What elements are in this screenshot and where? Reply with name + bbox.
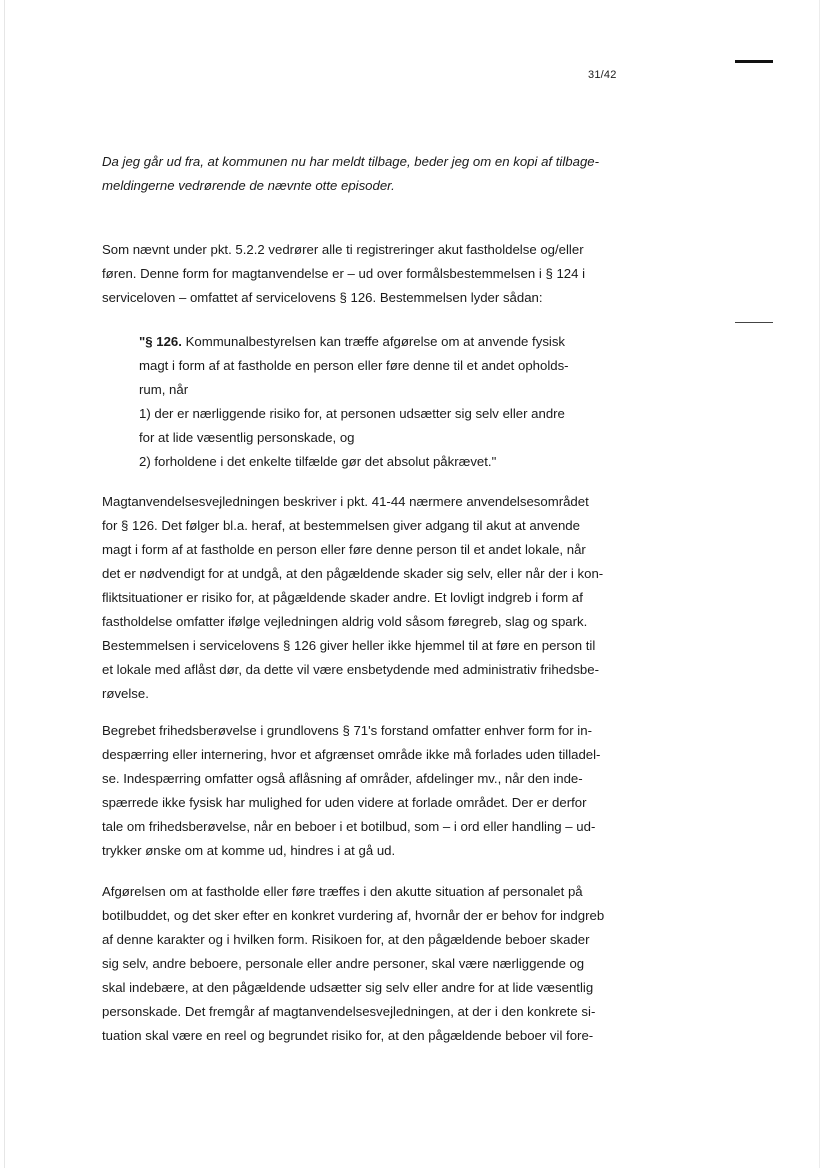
text-line: for at lide væsentlig personskade, og [139, 430, 355, 445]
quote-line-text: Kommunalbestyrelsen kan træffe afgørelse om at anvende fysisk [181, 334, 566, 349]
text-line: despærring eller internering, hvor et afgrænset område ikke må forlades uden tilladel- [102, 747, 601, 762]
scan-edge-left [4, 0, 5, 1168]
text-line: røvelse. [102, 686, 149, 701]
text-line: serviceloven – omfattet af servicelovens § 126. Bestemmelsen lyder sådan: [102, 290, 543, 305]
text-line: sig selv, andre beboere, personale eller andre personer, skal være nærliggende og [102, 956, 585, 971]
text-line: fastholdelse omfatter ifølge vejledningen aldrig vold såsom føregreb, slag og spark. [102, 614, 588, 629]
text-line: skal indebære, at den pågældende udsætter sig selv eller andre for at lide væsentlig [102, 980, 594, 995]
text-line: et lokale med aflåst dør, da dette vil være ensbetydende med administrativ frihedsbe- [102, 662, 599, 677]
text-line: spærrede ikke fysisk har mulighed for uden videre at forlade området. Der er derfor [102, 795, 587, 810]
paragraph-3 [102, 719, 612, 863]
paragraph-2 [102, 490, 612, 706]
text-line: det er nødvendigt for at undgå, at den pågældende skader sig selv, eller når der i kon- [102, 566, 604, 581]
text-line: se. Indespærring omfatter også aflåsning af områder, afdelinger mv., når den inde- [102, 771, 583, 786]
paragraph-1 [102, 238, 612, 310]
law-quote [139, 330, 609, 474]
paragraph-4 [102, 880, 612, 1048]
scan-edge-right [819, 0, 820, 1168]
text-line: Begrebet frihedsberøvelse i grundlovens § 71's forstand omfatter enhver form for in- [102, 723, 592, 738]
text-line: magt i form af at fastholde en person eller føre denne person til et andet lokale, når [102, 542, 586, 557]
text-line: Magtanvendelsesvejledningen beskriver i pkt. 41-44 nærmere anvendelsesområdet [102, 494, 589, 509]
text-line: 2) forholdene i det enkelte tilfælde gør det absolut påkrævet." [139, 454, 497, 469]
text-line: meldingerne vedrørende de nævnte otte episoder. [102, 178, 395, 193]
text-line: fliktsituationer er risiko for, at pågældende skader andre. Et lovligt indgreb i form af [102, 590, 583, 605]
text-line: Afgørelsen om at fastholde eller føre træffes i den akutte situation af personalet på [102, 884, 583, 899]
text-line: trykker ønske om at komme ud, hindres i at gå ud. [102, 843, 396, 858]
text-line [139, 330, 609, 354]
text-line: føren. Denne form for magtanvendelse er – ud over formålsbestemmelsen i § 124 i [102, 266, 586, 281]
text-line: af denne karakter og i hvilken form. Risikoen for, at den pågældende beboer skader [102, 932, 590, 947]
text-line: Bestemmelsen i servicelovens § 126 giver heller ikke hjemmel til at føre en person til [102, 638, 596, 653]
text-line: Da jeg går ud fra, at kommunen nu har meldt tilbage, beder jeg om en kopi af tilbage- [102, 154, 600, 169]
margin-mark-top [735, 60, 773, 63]
text-line: for § 126. Det følger bl.a. heraf, at bestemmelsen giver adgang til akut at anvende [102, 518, 580, 533]
quote-section-lead: "§ 126. [139, 334, 182, 349]
text-line: tuation skal være en reel og begrundet risiko for, at den pågældende beboer vil fore- [102, 1028, 594, 1043]
text-line: 1) der er nærliggende risiko for, at personen udsætter sig selv eller andre [139, 406, 565, 421]
text-line: Som nævnt under pkt. 5.2.2 vedrører alle ti registreringer akut fastholdelse og/eller [102, 242, 584, 257]
text-line: botilbuddet, og det sker efter en konkret vurdering af, hvornår der er behov for indgreb [102, 908, 605, 923]
text-line: personskade. Det fremgår af magtanvendelsesvejledningen, at der i den konkrete si- [102, 1004, 596, 1019]
text-line: tale om frihedsberøvelse, når en beboer i et botilbud, som – i ord eller handling – ud- [102, 819, 596, 834]
text-line: magt i form af at fastholde en person eller føre denne til et andet opholds- [139, 358, 569, 373]
margin-mark-middle [735, 322, 773, 323]
intro-italic-paragraph [102, 150, 612, 198]
page-number: 31/42 [588, 69, 617, 81]
text-line: rum, når [139, 382, 189, 397]
